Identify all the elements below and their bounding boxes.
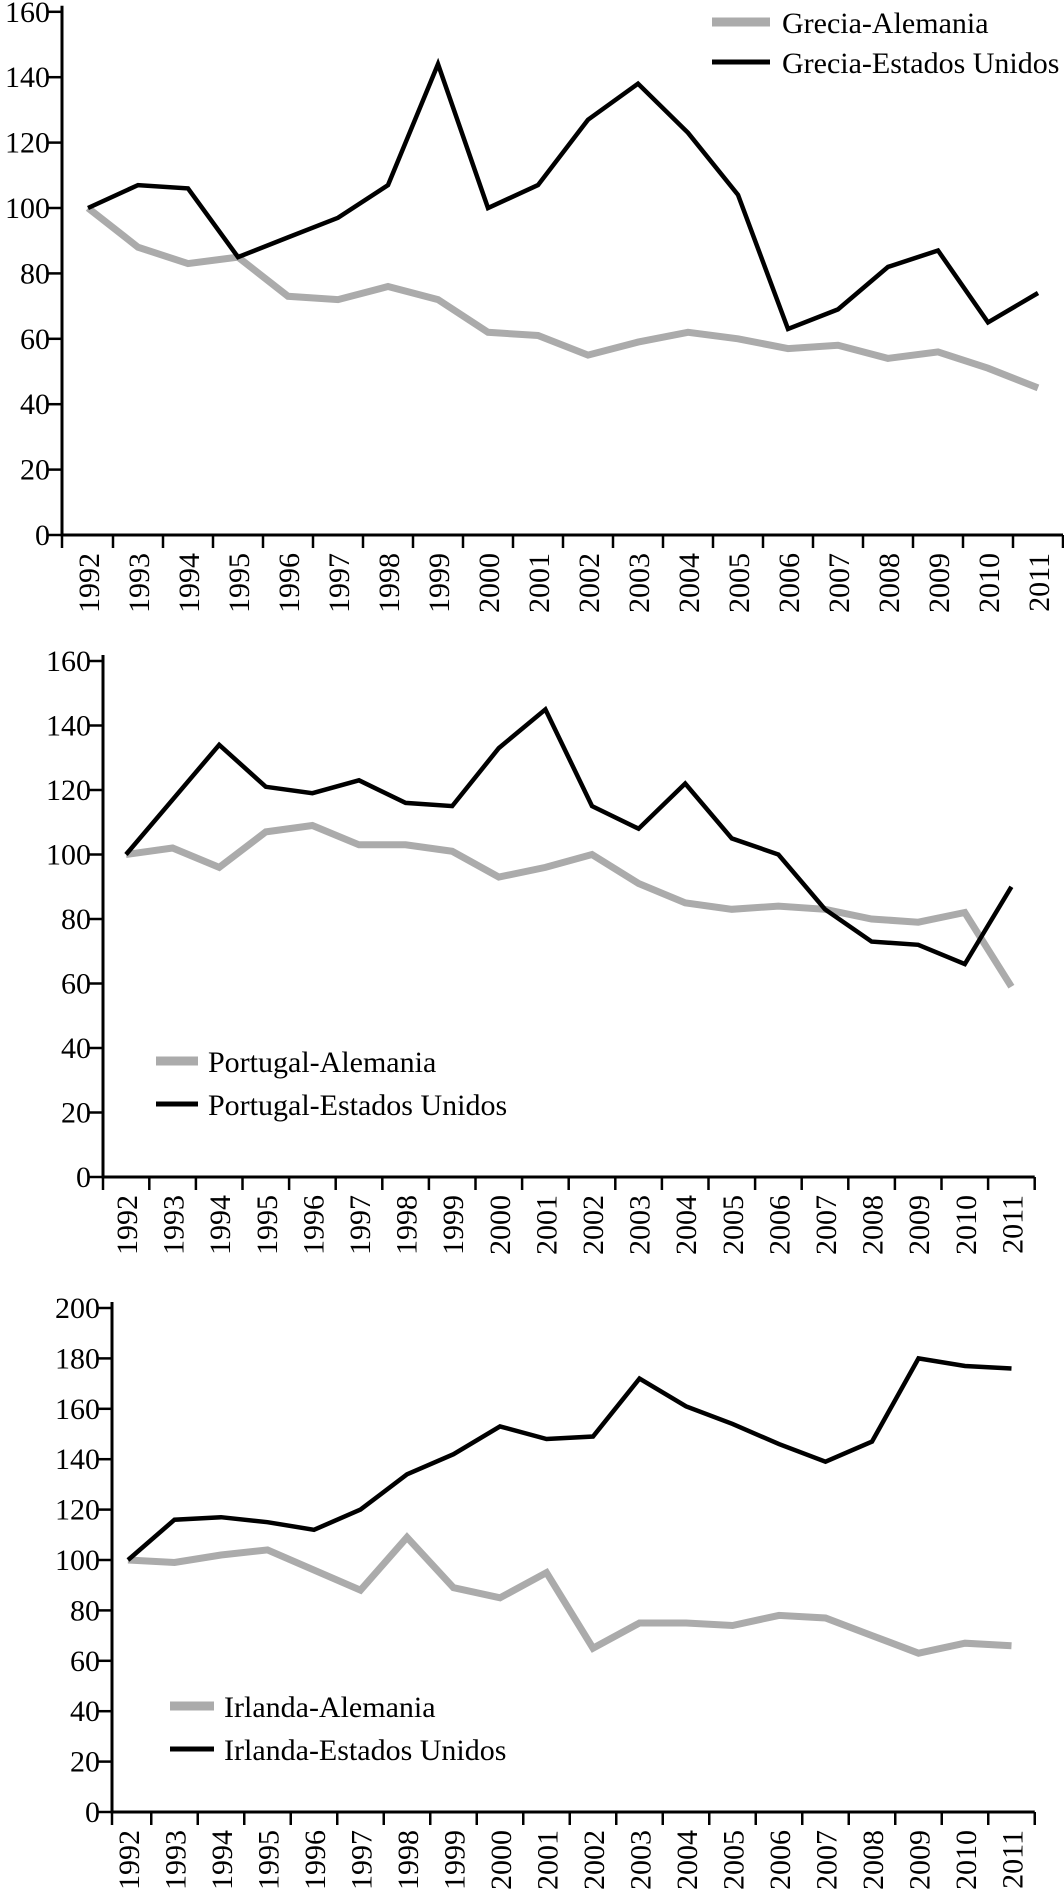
series-line-irlanda-alemania (128, 1537, 1012, 1653)
x-tick-label: 1992 (113, 1830, 146, 1890)
x-tick-label: 2004 (673, 553, 706, 613)
x-tick-label: 1993 (157, 1195, 191, 1255)
y-tick-label: 60 (70, 1644, 100, 1678)
y-tick-label: 120 (46, 774, 91, 807)
x-tick-label: 2006 (764, 1830, 797, 1890)
x-tick-label: 2003 (624, 1830, 658, 1890)
x-tick-label: 1994 (173, 553, 206, 613)
x-tick-label: 2009 (903, 1195, 937, 1255)
x-tick-label: 2009 (923, 553, 956, 613)
x-tick-label: 2002 (573, 553, 606, 613)
y-tick-label: 160 (5, 0, 50, 29)
x-tick-label: 1996 (299, 1830, 332, 1890)
y-tick-label: 100 (46, 838, 91, 872)
x-tick-label: 2000 (485, 1830, 518, 1890)
x-tick-label: 2008 (857, 1830, 890, 1890)
x-tick-label: 2002 (578, 1830, 611, 1890)
x-tick-label: 1999 (423, 553, 456, 613)
x-tick-label: 2008 (873, 553, 906, 613)
y-tick-label: 140 (5, 61, 50, 95)
y-tick-label: 80 (61, 903, 91, 936)
x-tick-label: 2000 (483, 1195, 517, 1255)
x-tick-label: 2005 (723, 553, 756, 613)
y-tick-label: 120 (5, 126, 50, 160)
x-tick-label: 2010 (950, 1830, 983, 1890)
x-tick-label: 2001 (530, 1195, 564, 1255)
y-tick-label: 60 (20, 322, 50, 356)
chart-grecia (5, 0, 1063, 613)
x-tick-label: 2007 (810, 1830, 844, 1890)
y-tick-label: 20 (70, 1745, 100, 1779)
x-tick-label: 2008 (856, 1195, 890, 1255)
y-tick-label: 80 (70, 1594, 100, 1628)
x-tick-label: 2006 (763, 1195, 797, 1255)
y-tick-label: 0 (35, 519, 50, 552)
x-tick-label: 1995 (223, 553, 256, 613)
y-tick-label: 40 (61, 1032, 91, 1065)
x-tick-label: 2009 (903, 1830, 937, 1890)
x-tick-label: 2001 (523, 553, 556, 613)
x-tick-label: 2000 (473, 553, 506, 613)
x-tick-label: 1997 (344, 1195, 377, 1255)
x-tick-label: 2007 (823, 553, 856, 613)
y-tick-label: 100 (55, 1544, 100, 1577)
x-tick-label: 2003 (623, 553, 656, 613)
y-tick-label: 40 (20, 388, 50, 422)
x-tick-label: 1999 (438, 1830, 472, 1890)
y-tick-label: 80 (20, 257, 50, 291)
y-tick-label: 140 (55, 1443, 100, 1477)
legend-label-irlanda-alemania: Irlanda-Alemania (224, 1691, 436, 1724)
chart-portugal (46, 645, 1035, 1255)
legend-label-portugal-alemania: Portugal-Alemania (208, 1046, 437, 1079)
x-tick-label: 1993 (123, 553, 156, 613)
x-tick-label: 2003 (623, 1195, 657, 1255)
legend-label-grecia-alemania: Grecia-Alemania (782, 7, 989, 40)
x-tick-label: 1995 (250, 1195, 284, 1255)
y-tick-label: 20 (61, 1096, 91, 1130)
x-tick-label: 2011 (996, 1195, 1030, 1254)
x-tick-label: 1998 (390, 1195, 424, 1255)
x-tick-label: 2007 (810, 1195, 843, 1255)
x-tick-label: 1995 (252, 1830, 286, 1890)
chart-irlanda (55, 1292, 1035, 1890)
y-tick-label: 160 (46, 645, 91, 678)
x-tick-label: 2011 (996, 1830, 1030, 1889)
x-tick-label: 2011 (1023, 553, 1056, 612)
x-tick-label: 1997 (345, 1830, 379, 1890)
x-tick-label: 2002 (577, 1195, 610, 1255)
x-tick-label: 1992 (73, 553, 106, 613)
x-tick-label: 1992 (111, 1195, 144, 1255)
x-tick-label: 2010 (973, 553, 1006, 613)
y-tick-label: 60 (61, 967, 91, 1001)
x-tick-label: 2010 (949, 1195, 983, 1255)
x-tick-label: 1996 (273, 553, 306, 613)
x-tick-label: 1998 (392, 1830, 425, 1890)
y-tick-label: 20 (20, 453, 50, 487)
x-tick-label: 1999 (437, 1195, 471, 1255)
y-tick-label: 160 (55, 1392, 100, 1426)
y-tick-label: 0 (76, 1161, 91, 1194)
x-tick-label: 2004 (670, 1195, 704, 1255)
x-tick-label: 2004 (671, 1830, 704, 1890)
x-tick-label: 2006 (773, 553, 806, 613)
y-tick-label: 100 (5, 192, 50, 225)
series-line-grecia-estados-unidos (88, 64, 1038, 329)
y-tick-label: 140 (46, 709, 91, 743)
series-line-irlanda-estados-unidos (128, 1358, 1012, 1560)
series-line-portugal-alemania (126, 826, 1011, 987)
y-tick-label: 40 (70, 1695, 100, 1729)
x-tick-label: 1993 (159, 1830, 193, 1890)
x-tick-label: 1996 (297, 1195, 331, 1255)
y-tick-label: 0 (85, 1796, 100, 1829)
y-tick-label: 180 (55, 1342, 100, 1376)
y-tick-label: 120 (55, 1493, 100, 1527)
series-line-grecia-alemania (88, 208, 1038, 388)
x-tick-label: 1994 (206, 1830, 239, 1890)
x-tick-label: 2005 (716, 1195, 750, 1255)
x-tick-label: 2001 (531, 1830, 565, 1890)
y-tick-label: 200 (55, 1292, 100, 1325)
legend-label-irlanda-estados-unidos: Irlanda-Estados Unidos (224, 1734, 507, 1767)
x-tick-label: 2005 (717, 1830, 751, 1890)
x-tick-label: 1998 (373, 553, 406, 613)
x-tick-label: 1997 (323, 553, 356, 613)
legend-label-portugal-estados-unidos: Portugal-Estados Unidos (208, 1089, 508, 1122)
legend-label-grecia-estados-unidos: Grecia-Estados Unidos (782, 47, 1060, 80)
x-tick-label: 1994 (204, 1195, 238, 1255)
